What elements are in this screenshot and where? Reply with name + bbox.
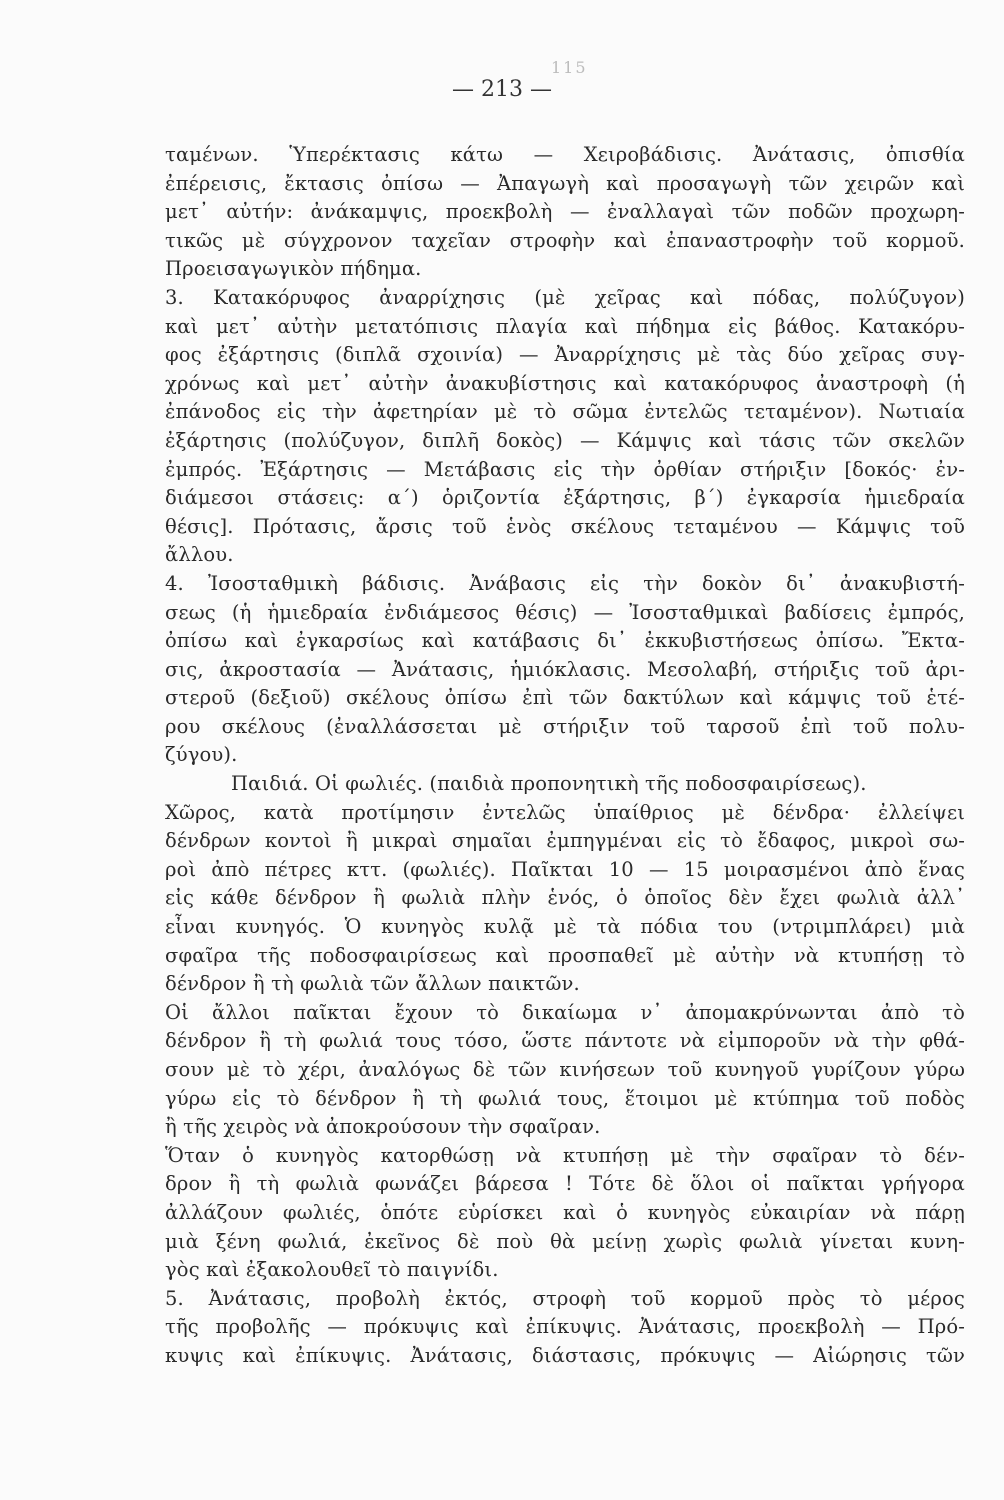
text-line: δρον ἢ τὴ φωλιὰ φωνάζει βάρεσα ! Τότε δὲ ὅλοι οἱ παῖκται γρήγορα bbox=[165, 1172, 965, 1196]
text-line: ἐπέρεισις, ἔκτασις ὀπίσω — Ἀπαγωγὴ καὶ προσαγωγὴ τῶν χειρῶν καὶ bbox=[165, 171, 965, 195]
text-body bbox=[165, 141, 965, 1371]
text-line: 5. Ἀνάτασις, προβολὴ ἐκτός, στροφὴ τοῦ κορμοῦ πρὸς τὸ μέρος bbox=[165, 1286, 965, 1310]
text-line: μετ᾽ αὐτήν: ἀνάκαμψις, προεκβολὴ — ἐναλλαγαὶ τῶν ποδῶν προχωρη- bbox=[165, 200, 965, 224]
text-line: εἰς κάθε δένδρον ἢ φωλιὰ πλὴν ἑνός, ὁ ὁποῖος δὲν ἔχει φωλιὰ ἀλλ᾽ bbox=[165, 886, 965, 910]
text-line: κυψις καὶ ἐπίκυψις. Ἀνάτασις, διάστασις, πρόκυψις — Αἰώρησις τῶν bbox=[165, 1343, 965, 1367]
text-line: γύρω εἰς τὸ δένδρον ἢ τὴ φωλιά τους, ἕτοιμοι μὲ κτύπημα τοῦ ποδὸς bbox=[165, 1086, 965, 1110]
text-line: γὸς καὶ ἐξακολουθεῖ τὸ παιγνίδι. bbox=[165, 1258, 499, 1282]
text-line: ἐμπρός. Ἐξάρτησις — Μετάβασις εἰς τὴν ὀρθίαν στήριξιν [δοκός· ἐν- bbox=[165, 457, 965, 481]
text-line: καὶ μετ᾽ αὐτὴν μετατόπισις πλαγία καὶ πήδημα εἰς βάθος. Κατακόρυ- bbox=[165, 314, 965, 338]
faint-page-mark: 115 bbox=[551, 58, 588, 77]
text-line: σουν μὲ τὸ χέρι, ἀναλόγως δὲ τῶν κινήσεων τοῦ κυνηγοῦ γυρίζουν γύρω bbox=[165, 1058, 965, 1081]
text-line: δένδρων κοντοὶ ἢ μικραὶ σημαῖαι ἐμπηγμέναι εἰς τὸ ἔδαφος, μικροὶ σω- bbox=[165, 829, 965, 853]
page-number: — 213 — bbox=[452, 77, 552, 102]
text-line: Χῶρος, κατὰ προτίμησιν ἐντελῶς ὑπαίθριος μὲ δένδρα· ἐλλείψει bbox=[165, 800, 965, 824]
text-line: σφαῖρα τῆς ποδοσφαιρίσεως καὶ προσπαθεῖ μὲ αὐτὴν νὰ κτυπήσῃ τὸ bbox=[165, 943, 965, 967]
text-line: Προεισαγωγικὸν πήδημα. bbox=[165, 257, 422, 281]
text-line: τῆς προβολῆς — πρόκυψις καὶ ἐπίκυψις. Ἀνάτασις, προεκβολὴ — Πρό- bbox=[165, 1315, 965, 1339]
text-line: ἢ τῆς χειρὸς νὰ ἀποκρούσουν τὴν σφαῖραν. bbox=[165, 1115, 601, 1139]
text-line: ἄλλου. bbox=[165, 543, 234, 567]
text-line: ἐξάρτησις (πολύζυγον, διπλῆ δοκὸς) — Κάμψις καὶ τάσις τῶν σκελῶν bbox=[165, 428, 965, 452]
text-line: 4. Ἰσοσταθμικὴ βάδισις. Ἀνάβασις εἰς τὴν δοκὸν δι᾽ ἀνακυβιστή- bbox=[165, 571, 965, 595]
text-line: τικῶς μὲ σύγχρονον ταχεῖαν στροφὴν καὶ ἐπαναστροφὴν τοῦ κορμοῦ. bbox=[165, 228, 965, 252]
text-line: στεροῦ (δεξιοῦ) σκέλους ὀπίσω ἐπὶ τῶν δακτύλων καὶ κάμψις τοῦ ἑτέ- bbox=[165, 686, 965, 710]
text-line: χρόνως καὶ μετ᾽ αὐτὴν ἀνακυβίστησις καὶ κατακόρυφος ἀναστροφὴ (ἡ bbox=[165, 371, 965, 395]
text-line: ἐπάνοδος εἰς τὴν ἀφετηρίαν μὲ τὸ σῶμα ἐντελῶς τεταμένον). Νωτιαία bbox=[165, 400, 965, 424]
text-line: ἀλλάζουν φωλιές, ὁπότε εὑρίσκει καὶ ὁ κυνηγὸς εὐκαιρίαν νὰ πάρῃ bbox=[165, 1200, 965, 1224]
text-line: ροὶ ἀπὸ πέτρες κττ. (φωλιές). Παῖκται 10 — 15 μοιρασμένοι ἀπὸ ἕνας bbox=[165, 857, 965, 881]
text-line: ταμένων. Ὑπερέκτασις κάτω — Χειροβάδισις. Ἀνάτασις, ὀπισθία bbox=[165, 143, 965, 166]
text-line: Οἱ ἄλλοι παῖκται ἔχουν τὸ δικαίωμα ν᾽ ἀπομακρύνωνται ἀπὸ τὸ bbox=[165, 1000, 965, 1024]
text-line: διάμεσοι στάσεις: α´) ὁριζοντία ἐξάρτησις, β´) ἐγκαρσία ἡμιεδραία bbox=[165, 486, 965, 510]
text-line: δένδρον ἢ τὴ φωλιὰ τῶν ἄλλων παικτῶν. bbox=[165, 972, 580, 996]
text-line: ὀπίσω καὶ ἐγκαρσίως καὶ κατάβασις δι᾽ ἐκκυβιστήσεως ὀπίσω. Ἔκτα- bbox=[165, 629, 965, 653]
text-line: ρου σκέλους (ἐναλλάσσεται μὲ στήριξιν τοῦ ταρσοῦ ἐπὶ τοῦ πολυ- bbox=[165, 714, 965, 738]
game-heading: Παιδιά. Οἱ φωλιές. (παιδιὰ προπονητικὴ τῆς ποδοσφαιρίσεως). bbox=[231, 772, 867, 796]
text-line: σεως (ἡ ἡμιεδραία ἐνδιάμεσος θέσις) — Ἰσοσταθμικαὶ βαδίσεις ἐμπρός, bbox=[165, 600, 965, 624]
text-line: ζύγου). bbox=[165, 743, 238, 767]
text-line: σις, ἀκροστασία — Ἀνάτασις, ἡμιόκλασις. Μεσολαβή, στήριξις τοῦ ἀρι- bbox=[165, 657, 965, 681]
text-line: φος ἐξάρτησις (διπλᾶ σχοινία) — Ἀναρρίχησις μὲ τὰς δύο χεῖρας συγ- bbox=[165, 343, 965, 367]
text-line: θέσις]. Πρότασις, ἄρσις τοῦ ἑνὸς σκέλους τεταμένου — Κάμψις τοῦ bbox=[165, 514, 965, 538]
text-line: μιὰ ξένη φωλιά, ἐκεῖνος δὲ ποὺ θὰ μείνῃ χωρὶς φωλιὰ γίνεται κυνη- bbox=[165, 1229, 965, 1253]
text-line: 3. Κατακόρυφος ἀναρρίχησις (μὲ χεῖρας καὶ πόδας, πολύζυγον) bbox=[165, 285, 965, 309]
text-line: Ὅταν ὁ κυνηγὸς κατορθώσῃ νὰ κτυπήσῃ μὲ τὴν σφαῖραν τὸ δέν- bbox=[165, 1143, 965, 1167]
text-line: δένδρον ἢ τὴ φωλιά τους τόσο, ὥστε πάντοτε νὰ εἰμποροῦν νὰ τὴν φθά- bbox=[165, 1029, 965, 1053]
text-line: εἶναι κυνηγός. Ὁ κυνηγὸς κυλᾷ μὲ τὰ πόδια του (ντριμπλάρει) μιὰ bbox=[165, 915, 965, 939]
